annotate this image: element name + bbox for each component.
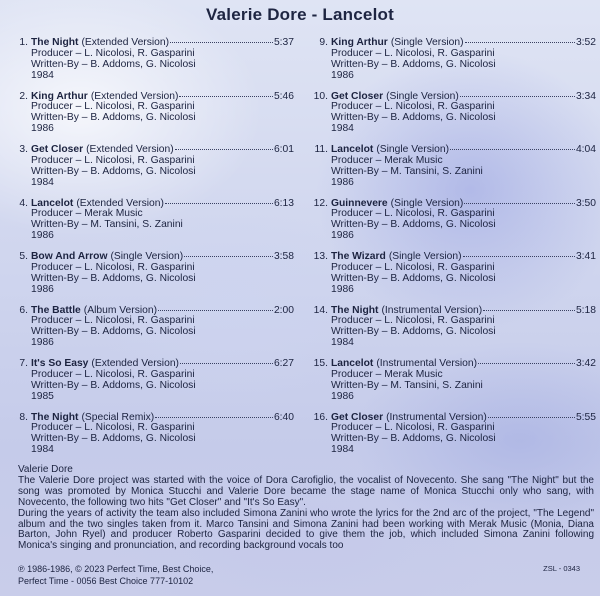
track-item: [312, 306, 596, 360]
track-producer: Producer – L. Nicolosi, R. Gasparini: [331, 47, 495, 59]
track-item: [18, 252, 294, 306]
track-year: 1984: [331, 337, 354, 349]
track-writers: Written-By – B. Addoms, G. Nicolosi: [31, 433, 196, 445]
dot-leader: [464, 202, 575, 204]
track-number: 5.: [19, 251, 28, 262]
track-version: (Extended Version): [90, 90, 179, 102]
track-producer: Producer – L. Nicolosi, R. Gasparini: [331, 261, 495, 273]
track-duration: 3:42: [575, 358, 596, 369]
album-title: Valerie Dore - Lancelot: [206, 5, 394, 24]
dot-leader: [483, 309, 575, 311]
track-item: [312, 92, 596, 146]
track-number: 2.: [19, 90, 28, 102]
track-year: 1984: [31, 69, 54, 81]
track-title: Bow And Arrow: [31, 251, 108, 262]
track-duration: 5:55: [575, 411, 596, 423]
track-version: (Album Version): [83, 304, 158, 316]
tracklist-right: [312, 38, 596, 466]
track-year: 1984: [31, 444, 54, 456]
track-producer: Producer – Merak Music: [331, 368, 443, 380]
track-number: 1.: [19, 37, 28, 48]
dot-leader: [170, 41, 273, 43]
dot-leader: [460, 95, 575, 97]
track-number: 8.: [19, 411, 28, 423]
track-title: King Arthur: [331, 37, 388, 48]
liner-notes: [18, 465, 594, 552]
track-version: (Extended Version): [76, 197, 164, 209]
track-version: (Single Version): [110, 251, 184, 262]
track-number: 6.: [19, 304, 28, 316]
track-year: 1986: [331, 230, 354, 242]
track-year: 1984: [331, 123, 354, 135]
track-year: 1986: [331, 69, 354, 81]
dot-leader: [465, 41, 575, 43]
track-writers: Written-By – B. Addoms, G. Nicolosi: [331, 219, 496, 231]
track-duration: 6:01: [273, 144, 294, 155]
track-writers: Written-By – M. Tansini, S. Zanini: [331, 165, 483, 177]
track-item: [18, 199, 294, 253]
track-item: [312, 145, 596, 199]
track-duration: 2:00: [273, 304, 294, 316]
track-version: (Extended Version): [86, 144, 174, 155]
copyright-notice: [18, 563, 213, 587]
track-title: The Wizard: [331, 251, 386, 262]
track-year: 1986: [31, 337, 54, 349]
track-item: [18, 306, 294, 360]
track-writers: Written-By – B. Addoms, G. Nicolosi: [331, 112, 496, 124]
track-title: The Battle: [31, 304, 81, 316]
track-title: King Arthur: [31, 90, 88, 102]
track-number: 16.: [313, 411, 328, 423]
track-item: [312, 252, 596, 306]
track-duration: 3:50: [575, 197, 596, 209]
track-producer: Producer – L. Nicolosi, R. Gasparini: [31, 154, 195, 166]
track-producer: Producer – Merak Music: [331, 154, 443, 166]
track-duration: 6:27: [273, 358, 294, 369]
track-number: 12.: [313, 197, 328, 209]
track-writers: Written-By – B. Addoms, G. Nicolosi: [31, 165, 196, 177]
track-producer: Producer – L. Nicolosi, R. Gasparini: [31, 261, 195, 273]
track-year: 1985: [31, 390, 54, 402]
track-year: 1986: [31, 123, 54, 135]
track-duration: 5:37: [273, 37, 294, 48]
track-item: [18, 359, 294, 413]
track-title: It's So Easy: [31, 358, 89, 369]
track-version: (Single Version): [376, 144, 450, 155]
track-duration: 3:58: [273, 251, 294, 262]
track-producer: Producer – L. Nicolosi, R. Gasparini: [31, 422, 195, 434]
track-title: The Night: [31, 411, 79, 423]
track-item: [18, 38, 294, 92]
track-writers: Written-By – B. Addoms, G. Nicolosi: [31, 58, 196, 70]
track-version: (Single Version): [390, 37, 464, 48]
track-number: 3.: [19, 144, 28, 155]
track-title: The Night: [331, 304, 379, 316]
track-version: (Instrumental Version): [381, 304, 483, 316]
track-writers: Written-By – M. Tansini, S. Zanini: [331, 379, 483, 391]
track-producer: Producer – L. Nicolosi, R. Gasparini: [31, 368, 195, 380]
track-item: [18, 413, 294, 467]
dot-leader: [184, 255, 273, 257]
track-writers: Written-By – B. Addoms, G. Nicolosi: [31, 326, 196, 338]
track-producer: Producer – L. Nicolosi, R. Gasparini: [31, 101, 195, 113]
track-number: 11.: [314, 144, 328, 155]
track-title: Lancelot: [331, 144, 374, 155]
track-producer: Producer – L. Nicolosi, R. Gasparini: [31, 47, 195, 59]
track-writers: Written-By – B. Addoms, G. Nicolosi: [31, 379, 196, 391]
notes-paragraph: The Valerie Dore project was started with the voice of Dora Carofiglio, the vocalist of Novecento. She sang "The Night" but the song was promoted by Monica Stucchi and Valerie Dore became the stage name of Monica Stucchi only who sang, with Novecento, the following two hits "Get Closer" and "It's So Easy".: [18, 474, 594, 508]
tracklist-left: [18, 38, 294, 466]
track-title: Get Closer: [31, 144, 84, 155]
track-number: 10.: [313, 90, 328, 102]
dot-leader: [180, 362, 273, 364]
track-year: 1986: [31, 230, 54, 242]
track-number: 14.: [313, 304, 328, 316]
track-producer: Producer – Merak Music: [31, 208, 143, 220]
track-title: The Night: [31, 37, 79, 48]
track-duration: 5:18: [575, 304, 596, 316]
dot-leader: [179, 95, 273, 97]
track-writers: Written-By – B. Addoms, G. Nicolosi: [31, 112, 196, 124]
track-number: 4.: [19, 197, 28, 209]
track-item: [18, 145, 294, 199]
track-version: (Instrumental Version): [376, 358, 478, 369]
track-number: 13.: [313, 251, 328, 262]
dot-leader: [175, 148, 273, 150]
track-version: (Single Version): [386, 90, 459, 102]
dot-leader: [158, 309, 273, 311]
track-version: (Single Version): [388, 251, 462, 262]
track-title: Get Closer: [331, 411, 384, 423]
track-duration: 6:13: [273, 197, 294, 209]
track-year: 1984: [31, 176, 54, 188]
dot-leader: [155, 416, 273, 418]
notes-paragraph: During the years of activity the team also included Simona Zanini who wrote the lyrics for the 2nd arc of the project, "The Legend" album and the two singles taken from it. Marco Tansini and Simona Zanini had been working with Merak Music (Monia, Diana Barton, John Ryel) and producer Roberto Gasparini decided to give them the job, which included Simona Zanini following Monica's singing and pronunciation, and recording background vocals too: [18, 507, 594, 552]
track-year: 1986: [331, 390, 354, 402]
track-title: Lancelot: [331, 358, 374, 369]
copyright-line: ℗ 1986-1986, © 2023 Perfect Time, Best Choice,: [18, 564, 214, 574]
track-producer: Producer – L. Nicolosi, R. Gasparini: [31, 315, 195, 327]
track-version: (Single Version): [390, 197, 464, 209]
track-writers: Written-By – B. Addoms, G. Nicolosi: [31, 272, 196, 284]
track-producer: Producer – L. Nicolosi, R. Gasparini: [331, 315, 495, 327]
track-version: (Instrumental Version): [386, 411, 487, 423]
dot-leader: [488, 416, 575, 418]
track-item: [312, 199, 596, 253]
track-duration: 3:34: [575, 90, 596, 102]
track-year: 1984: [331, 444, 354, 456]
track-writers: Written-By – B. Addoms, G. Nicolosi: [331, 326, 496, 338]
track-writers: Written-By – B. Addoms, G. Nicolosi: [331, 58, 496, 70]
notes-heading: Valerie Dore: [18, 464, 73, 475]
track-version: (Extended Version): [91, 358, 179, 369]
catalog-number: ZSL - 0343: [543, 564, 580, 573]
dot-leader: [165, 202, 273, 204]
dot-leader: [463, 255, 575, 257]
track-producer: Producer – L. Nicolosi, R. Gasparini: [331, 208, 495, 220]
track-title: Get Closer: [331, 90, 384, 102]
track-number: 7.: [19, 358, 28, 369]
track-title: Guinnevere: [331, 197, 388, 209]
track-version: (Extended Version): [81, 37, 170, 48]
track-writers: Written-By – B. Addoms, G. Nicolosi: [331, 433, 496, 445]
track-duration: 4:04: [575, 144, 596, 155]
track-number: 15.: [313, 358, 328, 369]
track-item: [18, 92, 294, 146]
track-year: 1986: [331, 176, 354, 188]
track-producer: Producer – L. Nicolosi, R. Gasparini: [331, 422, 495, 434]
track-year: 1986: [331, 283, 354, 295]
track-duration: 3:41: [575, 251, 596, 262]
track-duration: 5:46: [273, 90, 294, 102]
track-producer: Producer – L. Nicolosi, R. Gasparini: [331, 101, 495, 113]
track-item: [312, 359, 596, 413]
track-item: [312, 413, 596, 467]
track-writers: Written-By – B. Addoms, G. Nicolosi: [331, 272, 496, 284]
track-number: 9.: [319, 37, 328, 48]
track-duration: 3:52: [575, 37, 596, 48]
track-title: Lancelot: [31, 197, 74, 209]
track-version: (Special Remix): [81, 411, 155, 423]
dot-leader: [478, 362, 575, 364]
track-year: 1986: [31, 283, 54, 295]
track-item: [312, 38, 596, 92]
track-duration: 6:40: [273, 411, 294, 423]
track-writers: Written-By – M. Tansini, S. Zanini: [31, 219, 183, 231]
dot-leader: [450, 148, 575, 150]
copyright-line: Perfect Time - 0056 Best Choice 777-10102: [18, 576, 194, 586]
